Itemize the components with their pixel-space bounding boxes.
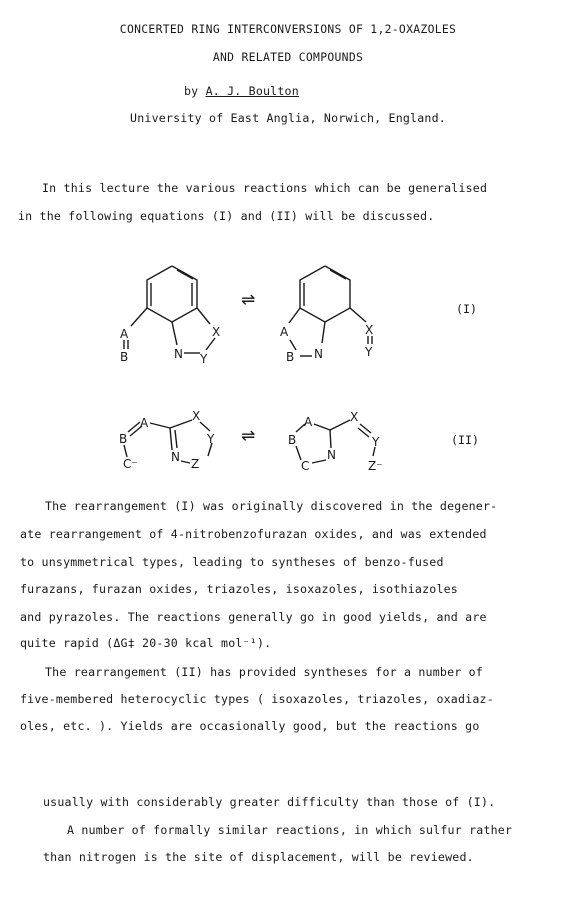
eq2-left-structure [119,409,215,471]
para1-line-1: The rearrangement (I) was originally discovered in the degener- [45,499,498,513]
atom-a: A [140,416,149,430]
atom-b: B [286,350,295,364]
atom-n: N [327,448,336,462]
atom-b: B [120,350,129,364]
affiliation: University of East Anglia, Norwich, England. [130,111,446,125]
author-name: A. J. Boulton [205,84,299,98]
atom-b: B [288,433,297,447]
para2-line-1: The rearrangement (II) has provided syntheses for a number of [45,665,483,679]
atom-c-minus: C⁻ [123,457,138,471]
atom-y: Y [372,435,380,449]
atom-a: A [280,325,289,339]
atom-z: Z [191,457,200,471]
atom-a: A [120,327,129,341]
atom-y: Y [207,432,215,446]
equilibrium-arrow-2: ⇌ [241,426,256,446]
atom-c: C [301,459,310,473]
atom-y: Y [365,345,373,359]
para2-line-3: oles, etc. ). Yields are occasionally good, but the reactions go [20,719,480,733]
atom-n: N [174,347,183,361]
atom-b: B [119,432,128,446]
title-line-1: CONCERTED RING INTERCONVERSIONS OF 1,2-OXAZOLES [119,22,457,36]
para1-line-6: quite rapid (ΔG‡ 20-30 kcal mol⁻¹). [20,636,272,650]
eq2-right-structure [288,410,383,473]
para3-line-3: than nitrogen is the site of displacement, will be reviewed. [43,850,474,864]
para1-line-5: and pyrazoles. The reactions generally go in good yields, and are [20,610,487,624]
author-prefix: by [184,84,199,98]
equation-label-1: (I) [456,302,477,316]
equilibrium-arrow-1: ⇌ [241,290,256,310]
intro-line-1: In this lecture the various reactions which can be generalised [42,181,488,195]
intro-line-2: in the following equations (I) and (II) will be discussed. [18,209,435,223]
atom-x: X [365,323,374,337]
atom-x: X [350,410,359,424]
para1-line-4: furazans, furazan oxides, triazoles, isoxazoles, isothiazoles [20,582,458,596]
atom-y: Y [200,352,208,366]
para3-line-1: usually with considerably greater difficulty than those of (I). [43,795,496,809]
eq1-right-structure [280,266,373,364]
atom-x: X [192,409,201,423]
para2-line-2: five-membered heterocyclic types ( isoxazoles, triazoles, oxadiaz- [20,692,494,706]
para3-line-2: A number of formally similar reactions, in which sulfur rather [67,823,513,837]
title-line-2: AND RELATED COMPOUNDS [212,50,364,64]
para1-line-3: to unsymmetrical types, leading to syntheses of benzo-fused [20,555,444,569]
eq1-left-structure [120,266,220,366]
para1-line-2: ate rearrangement of 4-nitrobenzofurazan oxides, and was extended [20,527,487,541]
atom-z-minus: Z⁻ [368,459,383,473]
atom-n: N [314,347,323,361]
atom-n: N [171,450,180,464]
equation-label-2: (II) [451,433,479,447]
atom-x: X [212,325,221,339]
atom-a: A [304,415,313,429]
